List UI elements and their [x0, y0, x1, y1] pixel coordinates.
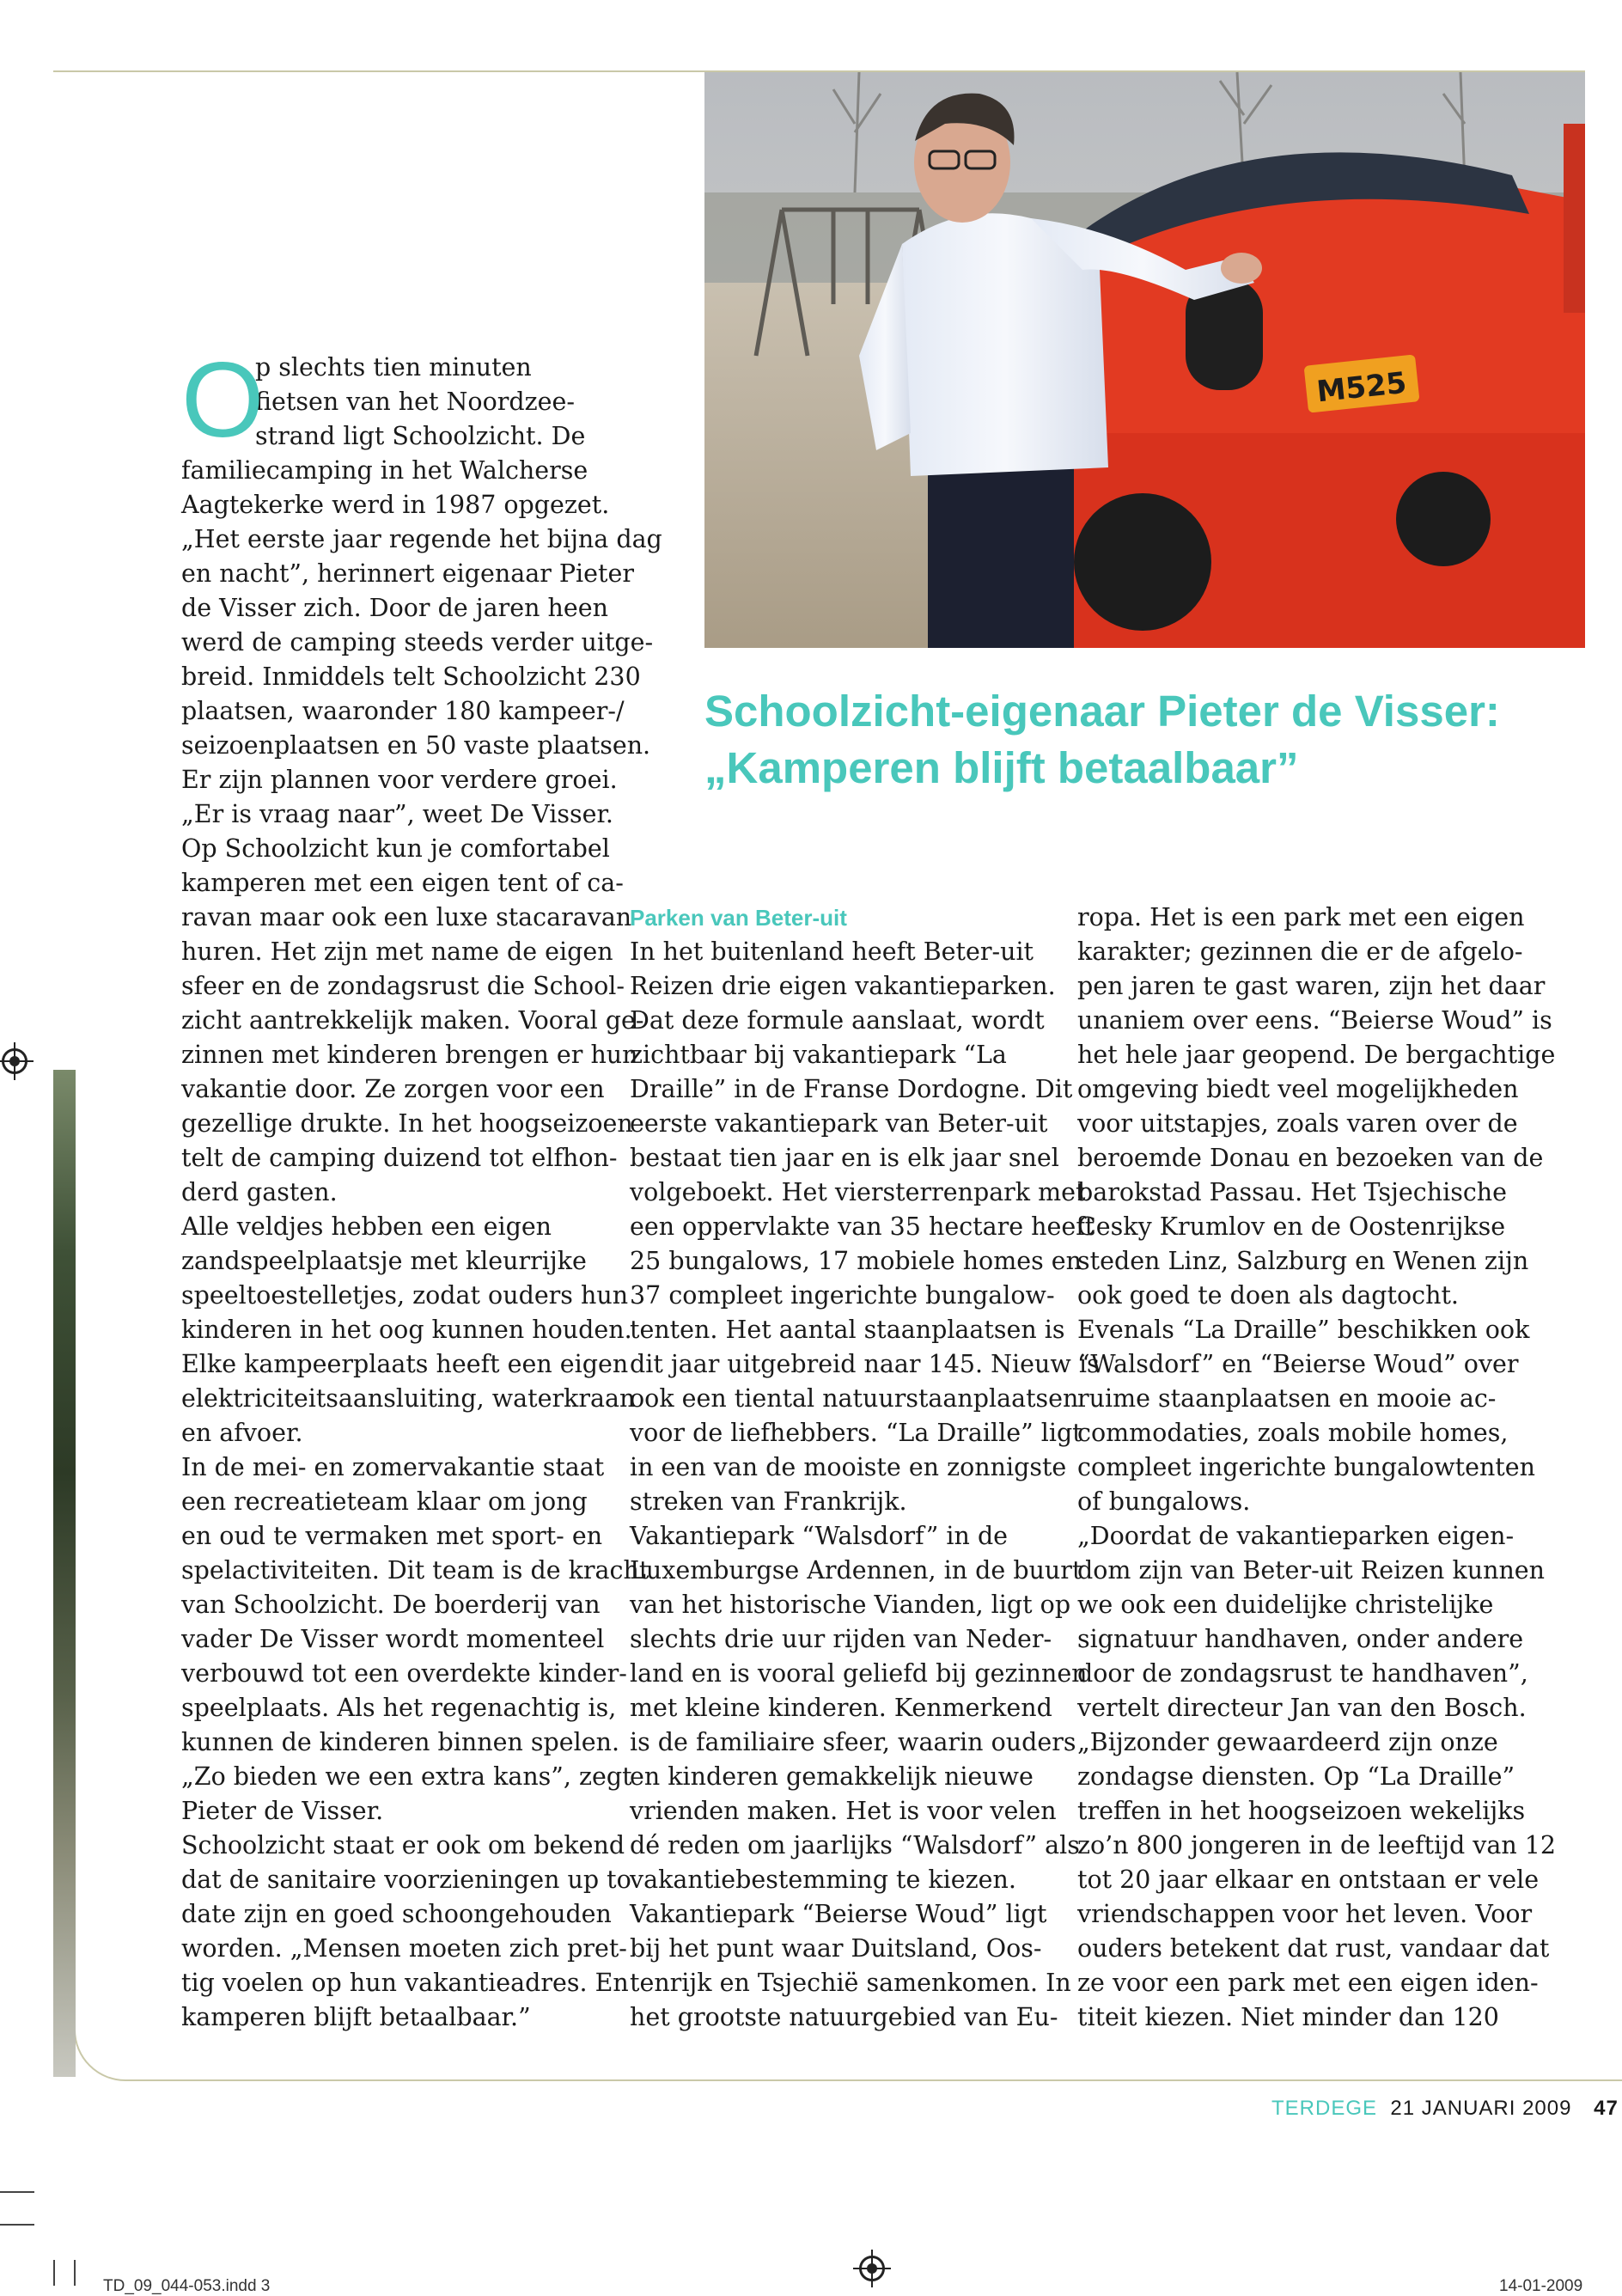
text-line: breid. Inmiddels telt Schoolzicht 230: [181, 663, 641, 691]
text-line: In de mei- en zomervakantie staat: [181, 1453, 605, 1481]
text-line: ravan maar ook een luxe stacaravan: [181, 903, 632, 931]
text-line: worden. „Mensen moeten zich pret-: [181, 1934, 627, 1963]
crop-mark: [74, 2260, 76, 2286]
crop-mark: [0, 2191, 34, 2193]
text-line: „Het eerste jaar regende het bijna dag: [181, 525, 662, 553]
text-line: zinnen met kinderen brengen er hun: [181, 1041, 638, 1069]
text-line: familiecamping in het Walcherse: [181, 456, 588, 485]
text-line: tenrijk en Tsjechië samenkomen. In: [630, 1969, 1071, 1997]
text-line: tenten. Het aantal staanplaatsen is: [630, 1316, 1065, 1344]
text-line: huren. Het zijn met name de eigen: [181, 937, 613, 966]
text-line: gezellige drukte. In het hoogseizoen: [181, 1109, 633, 1138]
text-line: van Schoolzicht. De boerderij van: [181, 1591, 601, 1619]
text-line: zandspeelplaatsje met kleurrijke: [181, 1247, 587, 1275]
text-line: Schoolzicht staat er ook om bekend: [181, 1831, 625, 1859]
hero-photo-illustration: [704, 72, 1585, 648]
text-line: steden Linz, Salzburg en Wenen zijn: [1077, 1247, 1529, 1275]
text-line: en afvoer.: [181, 1419, 303, 1447]
crop-mark: [53, 2260, 55, 2286]
text-line: “Walsdorf” en “Beierse Woud” over: [1077, 1350, 1519, 1378]
text-line: Cesky Krumlov en de Oostenrijkse: [1077, 1212, 1506, 1241]
text-line: fietsen van het Noordzee-: [255, 388, 575, 416]
text-line: zicht aantrekkelijk maken. Vooral ge-: [181, 1006, 644, 1035]
article-column-3: [1077, 901, 1557, 2035]
text-line: zichtbaar bij vakantiepark “La: [630, 1041, 1007, 1069]
text-line: omgeving biedt veel mogelijkheden: [1077, 1075, 1519, 1103]
text-line: is de familiaire sfeer, waarin ouders: [630, 1728, 1076, 1756]
text-line: compleet ingerichte bungalowtenten: [1077, 1453, 1535, 1481]
text-line: dé reden om jaarlijks “Walsdorf” als: [630, 1831, 1080, 1859]
text-line: vriendschappen voor het leven. Voor: [1077, 1900, 1533, 1928]
text-line: en kinderen gemakkelijk nieuwe: [630, 1762, 1034, 1791]
text-line: we ook een duidelijke christelijke: [1077, 1591, 1494, 1619]
text-line: derd gasten.: [181, 1178, 338, 1206]
text-line: vakantie door. Ze zorgen voor een: [181, 1075, 605, 1103]
text-line: van het historische Vianden, ligt op: [630, 1591, 1071, 1619]
text-line: tot 20 jaar elkaar en ontstaan er vele: [1077, 1865, 1540, 1894]
text-line: voor uitstapjes, zoals varen over de: [1077, 1109, 1518, 1138]
text-line: door de zondagsrust te handhaven”,: [1077, 1659, 1528, 1688]
text-line: In het buitenland heeft Beter-uit: [630, 937, 1034, 966]
text-line: eerste vakantiepark van Beter-uit: [630, 1109, 1048, 1138]
text-line: Aagtekerke werd in 1987 opgezet.: [181, 491, 610, 519]
text-line: ook goed te doen als dagtocht.: [1077, 1281, 1459, 1310]
text-line: spelactiviteiten. Dit team is de kracht: [181, 1556, 649, 1585]
text-line: Evenals “La Draille” beschikken ook: [1077, 1316, 1530, 1344]
text-line: Er zijn plannen voor verdere groei.: [181, 766, 618, 794]
text-line: streken van Frankrijk.: [630, 1487, 907, 1516]
text-line: zondagse diensten. Op “La Draille”: [1077, 1762, 1515, 1791]
text-line: „Er is vraag naar”, weet De Visser.: [181, 800, 613, 828]
registration-mark-bottom-icon: [859, 2256, 885, 2281]
text-line: vader De Visser wordt momenteel: [181, 1625, 605, 1653]
train-plate: M525: [1314, 365, 1409, 410]
text-line: dom zijn van Beter-uit Reizen kunnen: [1077, 1556, 1546, 1585]
headline-line-2: „Kamperen blijft betaalbaar”: [704, 743, 1299, 792]
text-line: beroemde Donau en bezoeken van de: [1077, 1144, 1544, 1172]
text-line: Pieter de Visser.: [181, 1797, 384, 1825]
text-line: signatuur handhaven, onder andere: [1077, 1625, 1524, 1653]
text-line: en oud te vermaken met sport- en: [181, 1522, 603, 1550]
text-line: het grootste natuurgebied van Eu-: [630, 2003, 1058, 2031]
drop-cap: O: [181, 341, 265, 460]
text-line: Op Schoolzicht kun je comfortabel: [181, 834, 610, 863]
text-line: 37 compleet ingerichte bungalow-: [630, 1281, 1055, 1310]
text-line: de Visser zich. Door de jaren heen: [181, 594, 608, 622]
text-line: een oppervlakte van 35 hectare heeft: [630, 1212, 1095, 1241]
text-line: kamperen met een eigen tent of ca-: [181, 869, 624, 897]
text-line: speelplaats. Als het regenachtig is,: [181, 1694, 617, 1722]
text-line: bestaat tien jaar en is elk jaar snel: [630, 1144, 1059, 1172]
text-line: strand ligt Schoolzicht. De: [255, 422, 586, 450]
text-line: ruime staanplaatsen en mooie ac-: [1077, 1384, 1497, 1413]
text-line: commodaties, zoals mobile homes,: [1077, 1419, 1509, 1447]
crop-mark: [0, 2224, 34, 2226]
text-line: en nacht”, herinnert eigenaar Pieter: [181, 559, 634, 588]
text-line: seizoenplaatsen en 50 vaste plaatsen.: [181, 731, 651, 760]
text-line: treffen in het hoogseizoen wekelijks: [1077, 1797, 1526, 1825]
text-line: met kleine kinderen. Kenmerkend: [630, 1694, 1052, 1722]
text-line: 25 bungalows, 17 mobiele homes en: [630, 1247, 1082, 1275]
text-line: dit jaar uitgebreid naar 145. Nieuw is: [630, 1350, 1100, 1378]
article-headline: [704, 683, 1581, 797]
text-line: telt de camping duizend tot elfhon-: [181, 1144, 618, 1172]
text-line: vertelt directeur Jan van den Bosch.: [1077, 1694, 1527, 1722]
text-line: het hele jaar geopend. De bergachtige: [1077, 1041, 1556, 1069]
text-line: werd de camping steeds verder uitge-: [181, 628, 654, 656]
slug-date: 14-01-2009: [1499, 2277, 1583, 2295]
text-line: vrienden maken. Het is voor velen: [630, 1797, 1057, 1825]
text-line: Reizen drie eigen vakantieparken.: [630, 972, 1056, 1000]
text-line: bij het punt waar Duitsland, Oos-: [630, 1934, 1042, 1963]
issue-date: 21 JANUARI 2009: [1390, 2097, 1572, 2120]
text-line: sfeer en de zondagsrust die School-: [181, 972, 625, 1000]
text-line: kinderen in het oog kunnen houden.: [181, 1316, 632, 1344]
text-line: zo’n 800 jongeren in de leeftijd van 12: [1077, 1831, 1557, 1859]
text-line: „Doordat de vakantieparken eigen-: [1077, 1522, 1515, 1550]
text-line: titeit kiezen. Niet minder dan 120: [1077, 2003, 1499, 2031]
hero-photo: [704, 72, 1585, 648]
text-line: in een van de mooiste en zonnigste: [630, 1453, 1067, 1481]
left-page-photo-strip: [53, 1070, 76, 2077]
text-line: Alle veldjes hebben een eigen: [181, 1212, 552, 1241]
text-line: een recreatieteam klaar om jong: [181, 1487, 588, 1516]
headline-line-1: Schoolzicht-eigenaar Pieter de Visser:: [704, 687, 1500, 736]
text-line: barokstad Passau. Het Tsjechische: [1077, 1178, 1508, 1206]
registration-mark-left-icon: [2, 1048, 27, 1074]
text-line: ouders betekent dat rust, vandaar dat: [1077, 1934, 1550, 1963]
text-line: voor de liefhebbers. “La Draille” ligt: [630, 1419, 1082, 1447]
text-line: Draille” in de Franse Dordogne. Dit: [630, 1075, 1073, 1103]
text-line: karakter; gezinnen die er de afgelo-: [1077, 937, 1523, 966]
text-line: plaatsen, waaronder 180 kampeer-/: [181, 697, 625, 725]
magazine-name: TERDEGE: [1271, 2097, 1378, 2120]
text-line: unaniem over eens. “Beierse Woud” is: [1077, 1006, 1552, 1035]
text-line: Dat deze formule aanslaat, wordt: [630, 1006, 1045, 1035]
text-line: slechts drie uur rijden van Neder-: [630, 1625, 1052, 1653]
text-line: land en is vooral geliefd bij gezinnen: [630, 1659, 1088, 1688]
text-line: Luxemburgse Ardennen, in de buurt: [630, 1556, 1082, 1585]
section-subhead: Parken van Beter-uit: [630, 905, 847, 931]
text-line: tig voelen op hun vakantieadres. En: [181, 1969, 629, 1997]
text-line: Vakantiepark “Walsdorf” in de: [630, 1522, 1009, 1550]
text-line: speeltoestelletjes, zodat ouders hun: [181, 1281, 629, 1310]
text-line: „Zo bieden we een extra kans”, zegt: [181, 1762, 632, 1791]
text-line: kunnen de kinderen binnen spelen.: [181, 1728, 620, 1756]
page-footer: [1271, 2097, 1619, 2121]
text-line: of bungalows.: [1077, 1487, 1251, 1516]
article-column-1: [181, 341, 662, 2035]
text-line: ropa. Het is een park met een eigen: [1077, 903, 1525, 931]
text-line: dat de sanitaire voorzieningen up to: [181, 1865, 631, 1894]
text-line: Vakantiepark “Beierse Woud” ligt: [630, 1900, 1047, 1928]
text-line: verbouwd tot een overdekte kinder-: [181, 1659, 627, 1688]
text-line: vakantiebestemming te kiezen.: [630, 1865, 1016, 1894]
slug-filename: TD_09_044-053.indd 3: [103, 2277, 271, 2295]
text-line: Elke kampeerplaats heeft een eigen: [181, 1350, 629, 1378]
article-column-2: [630, 901, 1100, 2035]
text-line: elektriciteitsaansluiting, waterkraan: [181, 1384, 636, 1413]
text-line: date zijn en goed schoongehouden: [181, 1900, 612, 1928]
text-line: „Bijzonder gewaardeerd zijn onze: [1077, 1728, 1498, 1756]
text-line: p slechts tien minuten: [255, 353, 532, 382]
text-line: pen jaren te gast waren, zijn het daar: [1077, 972, 1546, 1000]
text-line: kamperen blijft betaalbaar.”: [181, 2003, 531, 2031]
text-line: ook een tiental natuurstaanplaatsen: [630, 1384, 1079, 1413]
text-line: volgeboekt. Het viersterrenpark met: [630, 1178, 1086, 1206]
text-line: ze voor een park met een eigen iden-: [1077, 1969, 1539, 1997]
page-number: 47: [1594, 2097, 1619, 2120]
